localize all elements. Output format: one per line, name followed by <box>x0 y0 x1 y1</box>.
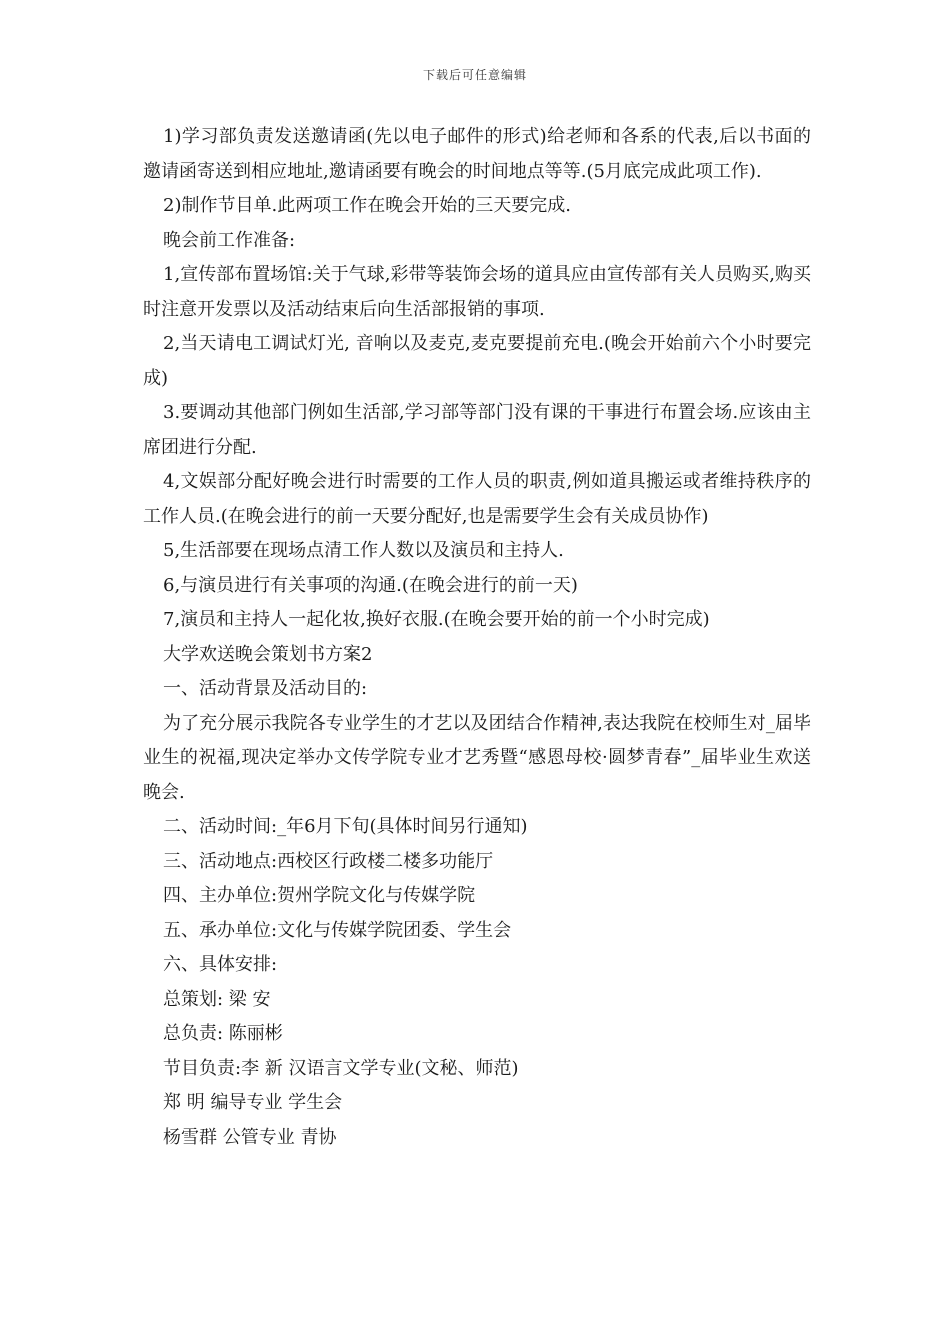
paragraph-event-location: 三、活动地点:西校区行政楼二楼多功能厅 <box>163 850 494 872</box>
paragraph-makeup: 7,演员和主持人一起化妆,换好衣服.(在晚会要开始的前一个小时完成) <box>163 609 710 630</box>
paragraph-background: 为了充分展示我院各专业学生的才艺以及团结合作精神,表达我院在校师生对_届毕业生的祝福,现决定举办文传学院专业才艺秀暨“感恩母校·圆梦青春”_届毕业生欢送晚会. <box>143 712 811 803</box>
paragraph-entertainment-duties: 4,文娱部分配好晚会进行时需要的工作人员的职责,例如道具搬运或者维持秩序的工作人员.(在晚会进行的前一天要分配好,也是需要学生会有关成员协作) <box>143 471 811 527</box>
page-header-note: 下载后可任意编辑 <box>422 68 527 82</box>
paragraph-invitation: 1)学习部负责发送邀请函(先以电子邮件的形式)给老师和各系的代表,后以书面的邀请函寄送到相应地址,邀请函要有晚会的时间地点等等.(5月底完成此项工作). <box>143 126 811 182</box>
paragraph-program-list: 2)制作节目单.此两项工作在晚会开始的三天要完成. <box>163 195 571 216</box>
paragraph-host-unit: 四、主办单位:贺州学院文化与传媒学院 <box>163 885 476 906</box>
document-body <box>143 120 811 1155</box>
paragraph-chief-in-charge: 总负责: 陈丽彬 <box>163 1023 283 1044</box>
paragraph-organizer-unit: 五、承办单位:文化与传媒学院团委、学生会 <box>163 919 512 941</box>
paragraph-chief-planner: 总策划: 梁 安 <box>163 988 271 1010</box>
section-title-plan-2: 大学欢送晚会策划书方案2 <box>163 643 373 665</box>
paragraph-performer-communication: 6,与演员进行有关事项的沟通.(在晚会进行的前一天) <box>163 574 578 596</box>
paragraph-venue-decoration: 1,宣传部布置场馆:关于气球,彩带等装饰会场的道具应由宣传部有关人员购买,购买时注意开发票以及活动结束后向生活部报销的事项. <box>143 264 811 320</box>
paragraph-program-lead: 节目负责:李 新 汉语言文学专业(文秘、师范) <box>163 1057 519 1079</box>
paragraph-staff-allocation: 3.要调动其他部门例如生活部,学习部等部门没有课的干事进行布置会场.应该由主席团进行分配. <box>143 402 811 458</box>
paragraph-event-time: 二、活动时间:_年6月下旬(具体时间另行通知) <box>163 816 528 837</box>
paragraph-headcount: 5,生活部要在现场点清工作人数以及演员和主持人. <box>163 540 564 561</box>
section-heading-arrangements: 六、具体安排: <box>163 954 278 975</box>
paragraph-staff-zheng-ming: 郑 明 编导专业 学生会 <box>163 1092 343 1113</box>
paragraph-lighting-sound: 2,当天请电工调试灯光, 音响以及麦克,麦克要提前充电.(晚会开始前六个小时要完成) <box>143 333 811 389</box>
section-heading-background: 一、活动背景及活动目的: <box>163 678 368 699</box>
paragraph-staff-yang-xuequn: 杨雪群 公管专业 青协 <box>163 1126 337 1148</box>
paragraph-pre-show-prep: 晚会前工作准备: <box>163 229 296 251</box>
